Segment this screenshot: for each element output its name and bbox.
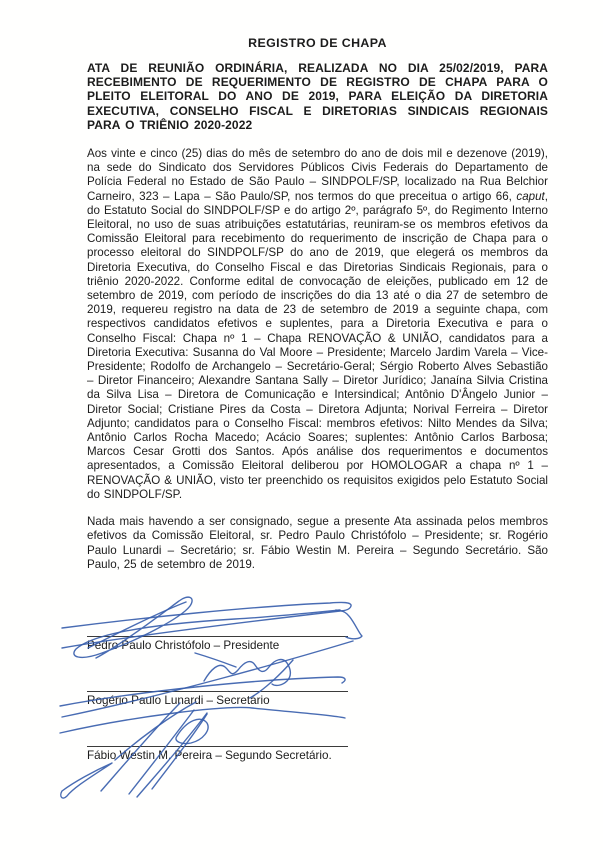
signature-line <box>87 746 348 747</box>
signature-line <box>87 691 348 692</box>
signature-line <box>87 636 348 637</box>
document-content <box>87 0 548 572</box>
signature-name-secretary: Rogério Paulo Lunardi – Secretário <box>87 694 270 707</box>
closing-paragraph: Nada mais havendo a ser consignado, segue a presente Ata assinada pelos membros efetivos da Comissão Eleitoral, sr. Pedro Paulo Christófolo – Presidente; sr. Rogério Paulo Lunardi – Secretário; sr. Fábio Westin M. Pereira – Segundo Secretário. São Paulo, 25 de setembro de 2019. <box>87 515 548 571</box>
body-text-part1: Aos vinte e cinco (25) dias do mês de setembro do ano de dois mil e dezenove (2019), na sede do Sindicato dos Servidores Públicos Civis Federais do Departamento de Polícia Federal no Estado de São Paulo – SINDPOLF/SP, localizado na Rua Belchior Carneiro, 323 – Lapa – São Paulo/SP, nos termos do que preceitua o artigo 66, <box>87 147 548 203</box>
document-title: REGISTRO DE CHAPA <box>248 36 387 50</box>
signature-block-second-secretary <box>87 746 548 762</box>
signature-block-president <box>87 636 548 652</box>
heading-paragraph: ATA DE REUNIÃO ORDINÁRIA, REALIZADA NO DIA 25/02/2019, PARA RECEBIMENTO DE REQUERIMENTO DE REGISTRO DE CHAPA PARA O PLEITO ELEITORAL DO ANO DE 2019, PARA ELEIÇÃO DA DIRETORIA EXECUTIVA, CONSELHO FISCAL E DIRETORIAS SINDICAIS REGIONAIS PARA O TRIÊNIO 2020-2022 <box>87 61 548 132</box>
signature-ink-president <box>62 597 362 667</box>
signature-name-second-secretary: Fábio Westin M. Pereira – Segundo Secretário. <box>87 749 332 762</box>
body-paragraph <box>87 147 548 502</box>
signature-block-secretary <box>87 691 548 707</box>
body-text-part2: , do Estatuto Social do SINDPOLF/SP e do artigo 2º, parágrafo 5º, do Regimento Interno Eleitoral, no uso de suas atribuições estatutárias, reuniram-se os membros efetivos da Comissão Eleitoral para recebimento do requerimento de inscrição de Chapa para o processo eleitoral do SINDPOLF/SP do ano de 2019, que elegerá os membros da Diretoria Executiva, do Conselho Fiscal e das Diretorias Sindicais Regionais, para o triênio 2020-2022. Conforme edital de convocação de eleições, publicado em 12 de setembro de 2019, com período de inscrições do dia 13 até o dia 27 de setembro de 2019, requereu registro na data de 23 de setembro de 2019 a seguinte chapa, com respectivos candidatos efetivos e suplentes, para a Diretoria Executiva e para o Conselho Fiscal: Chapa nº 1 – Chapa RENOVAÇÃO & UNIÃO, candidatos para a Diretoria Executiva: Susanna do Val Moore – Presidente; Marcelo Jardim Varela – Vice-Presidente; Rodolfo de Archangelo – Secretário-Geral; Sérgio Roberto Alves Sebastião – Diretor Financeiro; Alexandre Santana Sally – Diretor Jurídico; Janaína Silvia Cristina da Silva Lisa – Diretora de Comunicação e Intersindical; Antônio D'Ângelo Junior – Diretor Social; Cristiane Pires da Costa – Diretora Adjunta; Norival Ferreira – Diretor Adjunto; candidatos para o Conselho Fiscal: membros efetivos: Nilto Mendes da Silva; Antônio Carlos Rocha Macedo; Acácio Soares; suplentes: Antônio Carlos Barbosa; Marcos Cesar Grotti dos Santos. Após análise dos requerimentos e documentos apresentados, a Comissão Eleitoral deliberou por HOMOLOGAR a chapa nº 1 – RENOVAÇÃO & UNIÃO, visto ter preenchido os requisitos exigidos pelo Estatuto Social do SINDPOLF/SP. <box>87 189 548 501</box>
signature-name-president: Pedro Paulo Christófolo – Presidente <box>87 639 280 652</box>
body-text-caput-italic: caput <box>516 189 545 203</box>
